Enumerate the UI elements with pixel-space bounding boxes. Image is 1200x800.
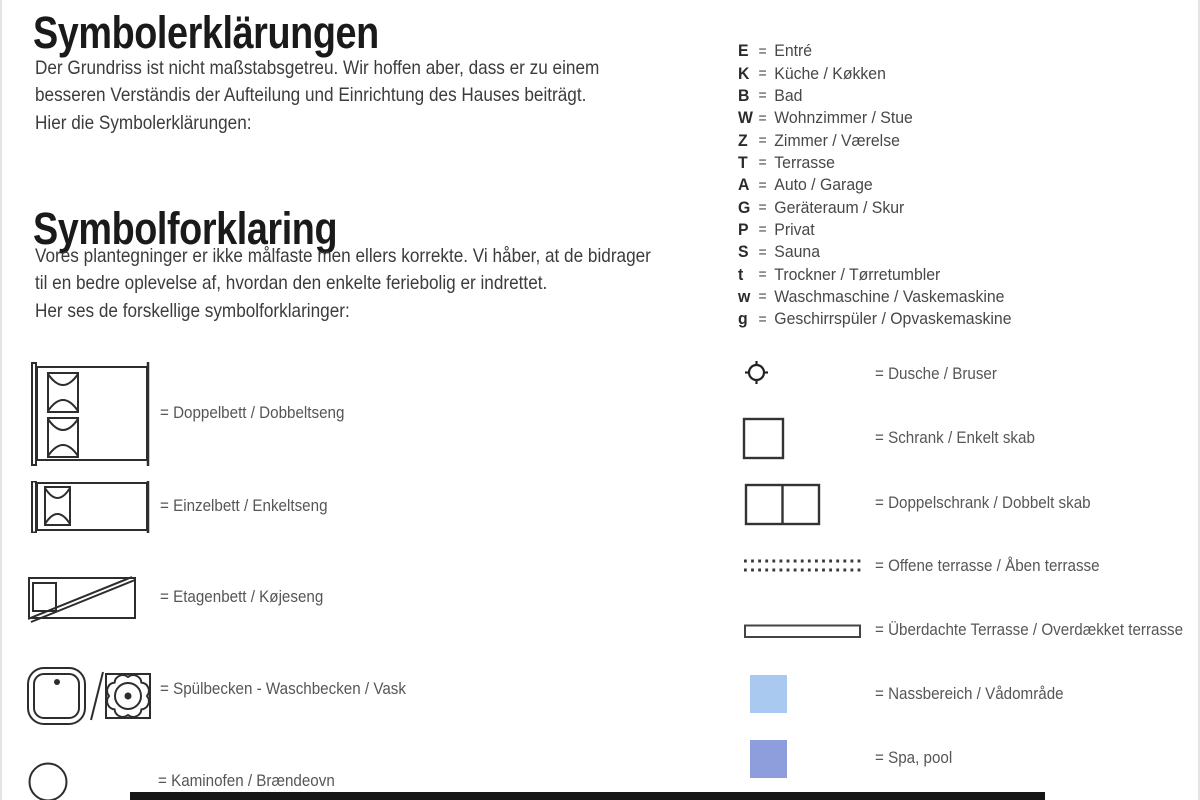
- abbreviation-letter: W: [738, 108, 753, 128]
- abbreviation-row: [738, 107, 1012, 129]
- abbreviation-row: [738, 85, 1012, 107]
- spa-pool-label: = Spa, pool: [875, 749, 953, 767]
- page-title-german: Symbolerklärungen: [33, 7, 379, 59]
- bunk-bed-icon: [28, 575, 138, 623]
- equals-sign: =: [758, 154, 767, 172]
- abbreviation-row: [738, 241, 1012, 263]
- intro-paragraph-danish: [35, 243, 651, 325]
- abbreviation-row: [738, 62, 1012, 84]
- double-cabinet-label: = Doppelschrank / Dobbelt skab: [875, 494, 1091, 512]
- abbreviation-letter: w: [738, 286, 751, 306]
- abbreviation-letter: S: [738, 242, 749, 262]
- single-cabinet-icon: [742, 417, 785, 460]
- abbreviation-letter: K: [738, 63, 750, 83]
- abbreviation-label: Terrasse: [774, 152, 835, 172]
- intro-de-line-3: Hier die Symbolerklärungen:: [35, 111, 252, 134]
- double-bed-icon: [30, 362, 151, 466]
- shower-label: = Dusche / Bruser: [875, 365, 997, 383]
- abbreviation-letter: E: [738, 41, 749, 61]
- abbreviation-label: Trockner / Tørretumbler: [774, 264, 941, 284]
- wet-area-label: = Nassbereich / Vådområde: [875, 685, 1064, 703]
- left-edge-line: [0, 0, 2, 800]
- abbreviation-letter: B: [738, 85, 750, 105]
- abbreviation-row: [738, 40, 1012, 62]
- abbreviation-letter: g: [738, 309, 748, 329]
- abbreviation-label: Geräteraum / Skur: [774, 197, 905, 217]
- equals-sign: =: [758, 199, 767, 217]
- abbreviation-row: [738, 219, 1012, 241]
- bunk-bed-label: = Etagenbett / Køjeseng: [160, 588, 324, 606]
- wood-stove-icon: [28, 762, 70, 800]
- abbreviation-row: [738, 286, 1012, 308]
- shower-icon: [743, 359, 770, 386]
- abbreviation-row: [738, 152, 1012, 174]
- abbreviation-letter: A: [738, 175, 750, 195]
- single-cabinet-label: = Schrank / Enkelt skab: [875, 429, 1035, 447]
- open-terrace-label: = Offene terrasse / Åben terrasse: [875, 557, 1100, 575]
- covered-terrace-label: = Überdachte Terrasse / Overdækket terrasse: [875, 621, 1184, 639]
- abbreviation-letter: Z: [738, 130, 748, 150]
- equals-sign: =: [758, 109, 767, 127]
- abbreviation-label: Waschmaschine / Vaskemaskine: [774, 286, 1005, 306]
- wet-area-swatch: [750, 675, 787, 713]
- intro-de-line-1: Der Grundriss ist nicht maßstabsgetreu. Wir hoffen aber, dass er zu einem: [35, 57, 600, 79]
- abbreviation-label: Bad: [774, 85, 803, 105]
- equals-sign: =: [758, 176, 767, 194]
- abbreviation-letter: t: [738, 264, 744, 284]
- abbreviation-list: [738, 40, 1012, 330]
- spa-pool-swatch: [750, 740, 787, 778]
- abbreviation-row: [738, 263, 1012, 285]
- abbreviation-row: [738, 308, 1012, 330]
- abbreviation-letter: P: [738, 219, 749, 239]
- abbreviation-letter: T: [738, 152, 748, 172]
- abbreviation-label: Entré: [774, 41, 813, 61]
- single-bed-label: = Einzelbett / Enkeltseng: [160, 497, 328, 515]
- sink-icon: [27, 662, 151, 730]
- sink-label: = Spülbecken - Waschbecken / Vask: [160, 680, 406, 698]
- abbreviation-label: Auto / Garage: [774, 175, 873, 195]
- abbreviation-label: Wohnzimmer / Stue: [774, 108, 913, 128]
- abbreviation-row: [738, 174, 1012, 196]
- wood-stove-label: = Kaminofen / Brændeovn: [158, 772, 335, 790]
- abbreviation-label: Geschirrspüler / Opvaskemaskine: [774, 309, 1012, 329]
- open-terrace-icon: [743, 556, 862, 575]
- abbreviation-letter: G: [738, 197, 751, 217]
- abbreviation-label: Zimmer / Værelse: [774, 130, 900, 150]
- double-cabinet-icon: [744, 483, 821, 526]
- covered-terrace-icon: [744, 624, 862, 639]
- abbreviation-label: Sauna: [774, 242, 820, 262]
- equals-sign: =: [758, 243, 767, 261]
- abbreviation-label: Küche / Køkken: [774, 63, 886, 83]
- page-title-danish: Symbolforklaring: [33, 203, 338, 255]
- abbreviation-row: [738, 196, 1012, 218]
- abbreviation-row: [738, 129, 1012, 151]
- equals-sign: =: [758, 65, 767, 83]
- intro-paragraph-german: [35, 55, 599, 137]
- intro-da-line-1: Vores plantegninger er ikke målfaste men ellers korrekte. Vi håber, at de bidrager: [35, 245, 651, 267]
- double-bed-label: = Doppelbett / Dobbeltseng: [160, 404, 345, 422]
- abbreviation-label: Privat: [774, 219, 815, 239]
- equals-sign: =: [758, 42, 767, 60]
- bottom-cutoff-bar: [130, 792, 1045, 800]
- equals-sign: =: [758, 310, 767, 328]
- intro-de-line-2: besseren Verständis der Aufteilung und Einrichtung des Hauses beiträgt.: [35, 84, 587, 107]
- equals-sign: =: [758, 132, 767, 150]
- intro-da-line-3: Her ses de forskellige symbolforklaringer:: [35, 299, 350, 322]
- equals-sign: =: [758, 288, 767, 306]
- intro-da-line-2: til en bedre oplevelse af, hvordan den enkelte feriebolig er indrettet.: [35, 272, 548, 295]
- equals-sign: =: [758, 221, 767, 239]
- equals-sign: =: [758, 87, 767, 105]
- single-bed-icon: [30, 481, 151, 533]
- equals-sign: =: [758, 266, 767, 284]
